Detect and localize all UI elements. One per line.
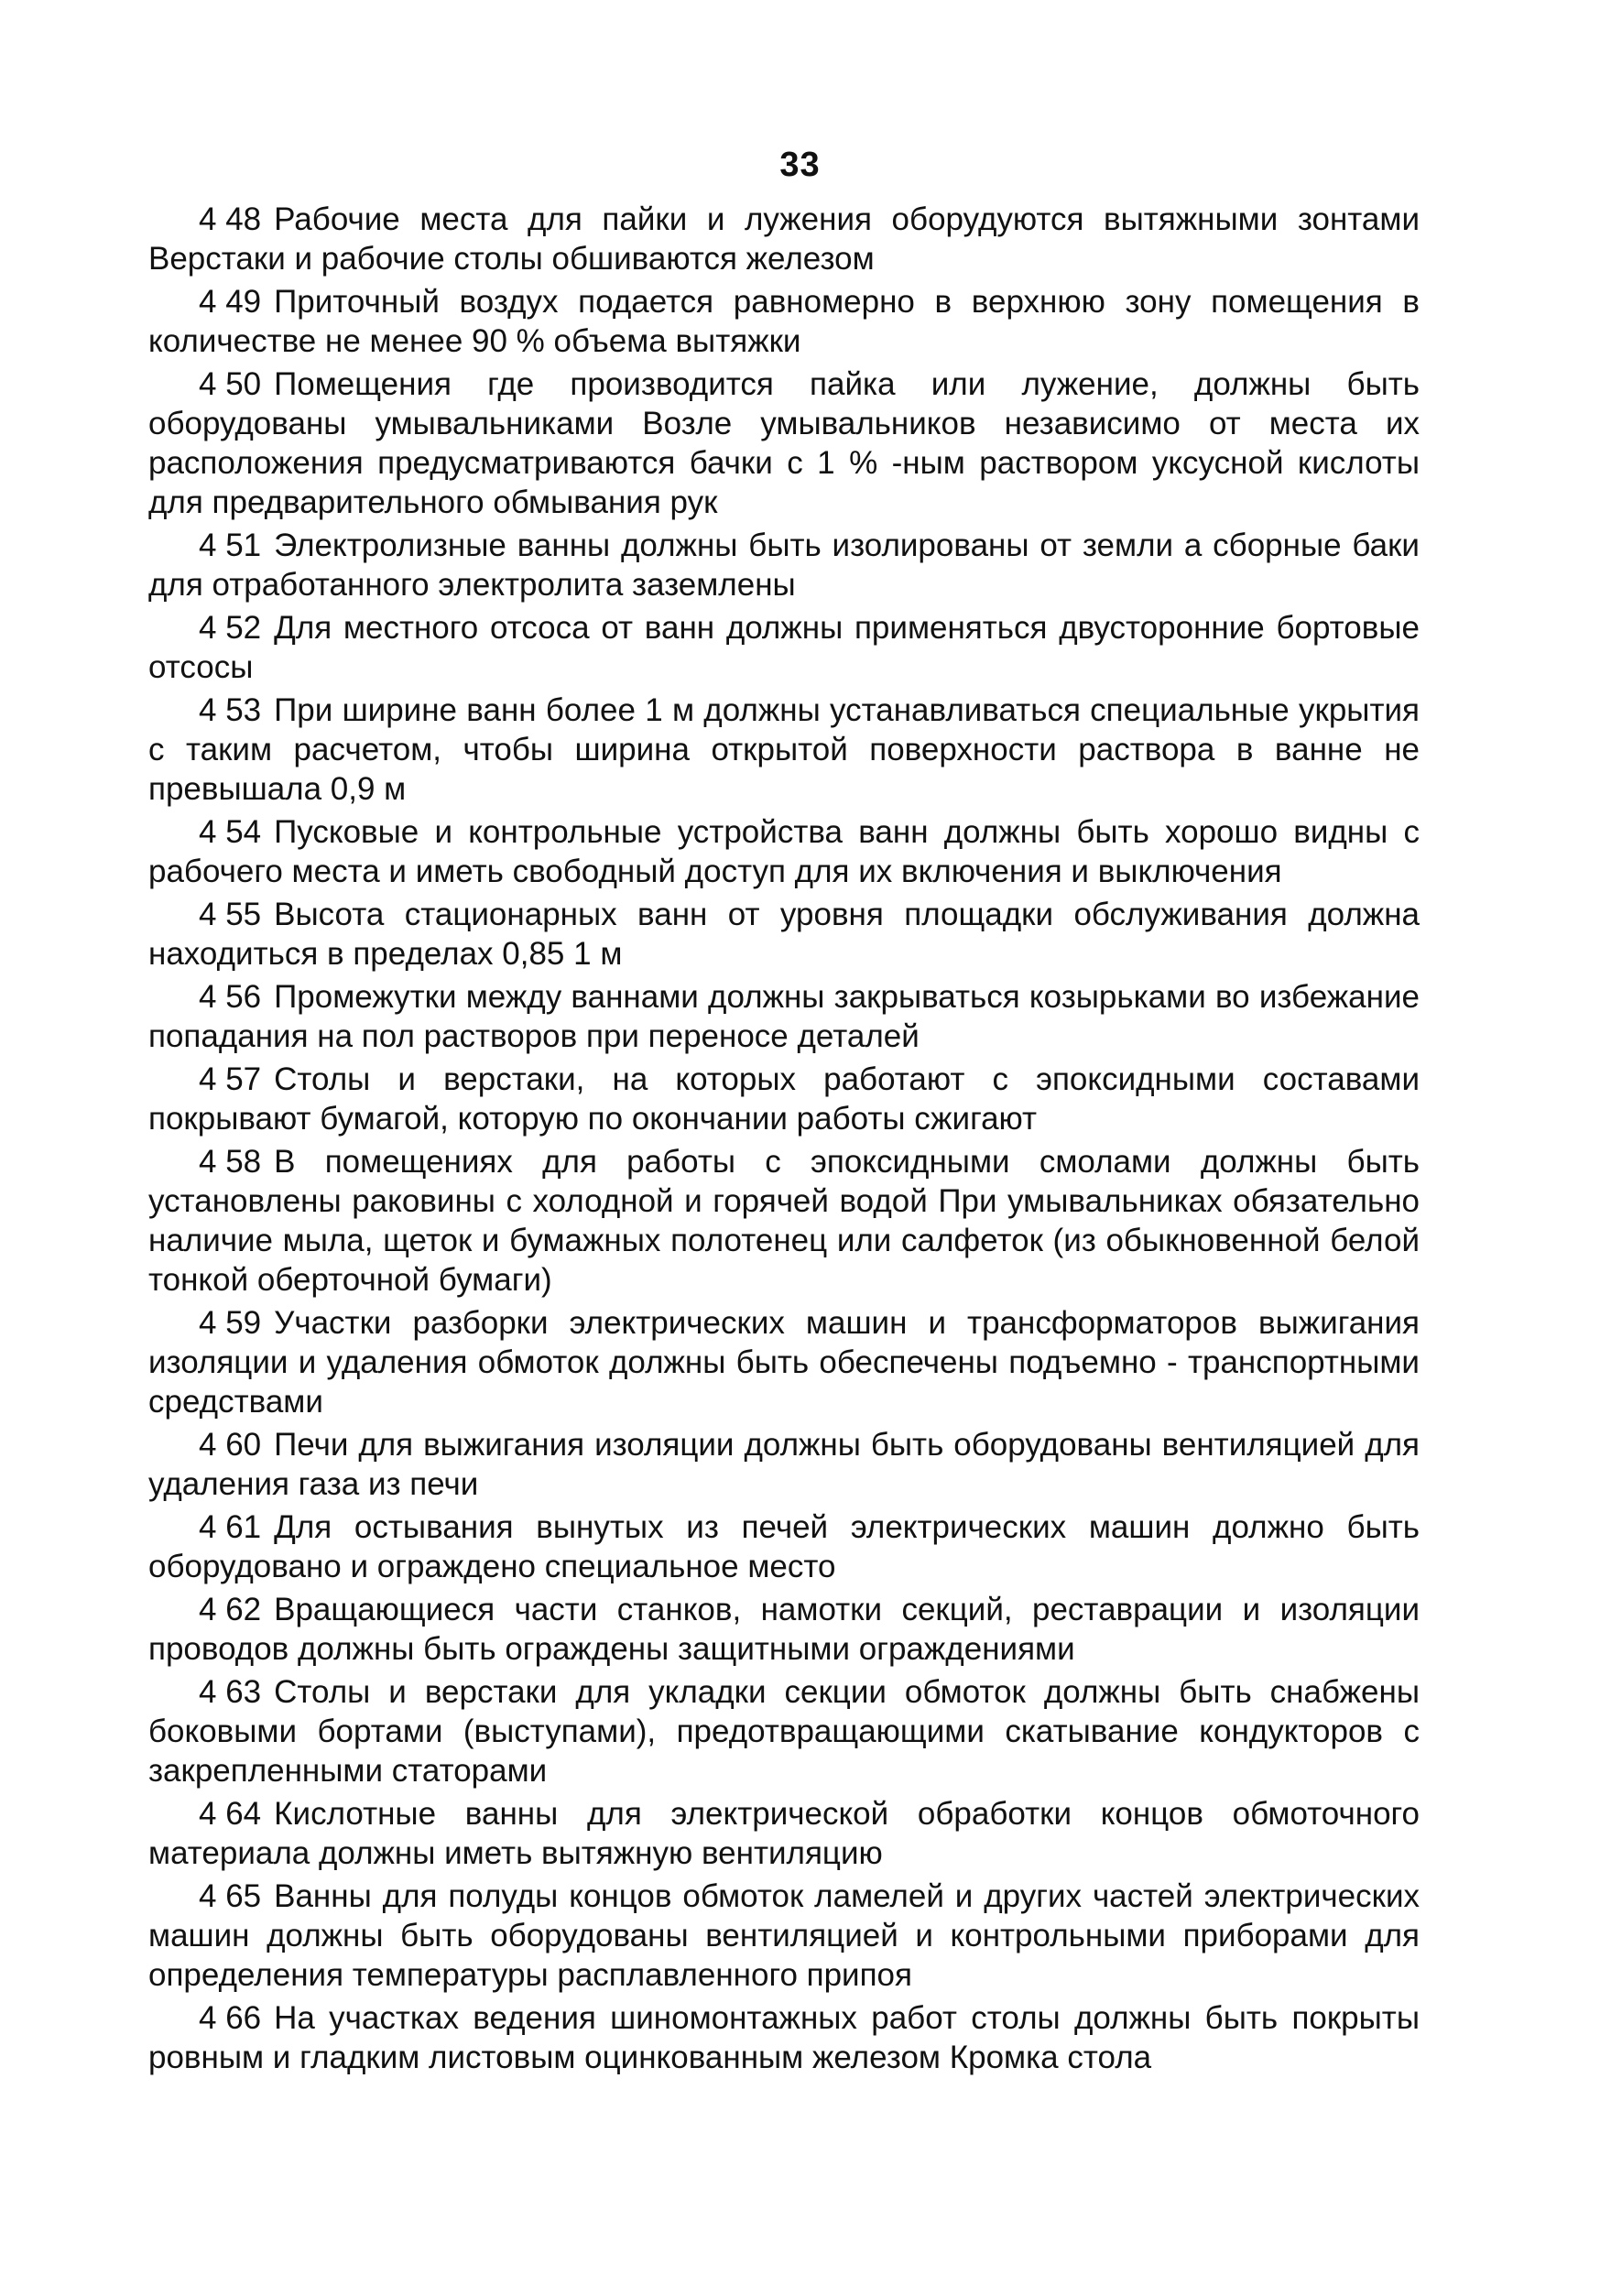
paragraph-4-55: [148, 895, 1420, 974]
paragraph-number: 4 48: [199, 201, 262, 237]
paragraph-number: 4 52: [199, 610, 262, 646]
paragraph-4-52: [148, 608, 1420, 687]
paragraph-4-57: [148, 1060, 1420, 1138]
paragraph-number: 4 58: [199, 1144, 262, 1180]
paragraph-4-63: [148, 1672, 1420, 1790]
paragraph-4-54: [148, 812, 1420, 891]
paragraph-text: Промежутки между ваннами должны закрываться козырьками во избежание попадания на пол растворов при переносе деталей: [148, 979, 1420, 1054]
paragraph-text: Ванны для полуды концов обмоток ламелей и других частей электрических машин должны быть оборудованы вентиляцией и контрольными приборами для определения температуры расплавленного припоя: [148, 1878, 1420, 1993]
paragraph-4-48: [148, 200, 1420, 278]
paragraph-number: 4 65: [199, 1878, 262, 1914]
paragraph-text: Электролизные ванны должны быть изолированы от земли а сборные баки для отработанного электролита заземлены: [148, 528, 1420, 603]
page-number: 33: [779, 146, 821, 184]
paragraph-4-61: [148, 1507, 1420, 1586]
paragraph-4-56: [148, 977, 1420, 1056]
paragraph-4-64: [148, 1794, 1420, 1873]
paragraph-number: 4 53: [199, 692, 262, 728]
paragraph-text: В помещениях для работы с эпоксидными смолами должны быть установлены раковины с холодной и горячей водой При умывальниках обязательно наличие мыла, щеток и бумажных полотенец или салфеток (из обыкновенной белой тонкой оберточной бумаги): [148, 1144, 1420, 1298]
paragraph-text: Столы и верстаки для укладки секции обмоток должны быть снабжены боковыми бортами (выступами), предотвращающими скатывание кондукторов с закрепленными статорами: [148, 1674, 1420, 1789]
paragraph-number: 4 51: [199, 528, 262, 563]
paragraph-text: При ширине ванн более 1 м должны устанавливаться специальные укрытия с таким расчетом, чтобы ширина открытой поверхности раствора в ванне не превышала 0,9 м: [148, 692, 1420, 807]
paragraph-text: На участках ведения шиномонтажных работ столы должны быть покрыты ровным и гладким листовым оцинкованным железом Кромка стола: [148, 2000, 1420, 2075]
paragraph-text: Для остывания вынутых из печей электрических машин должно быть оборудовано и ограждено специальное место: [148, 1509, 1420, 1584]
paragraph-text: Приточный воздух подается равномерно в верхнюю зону помещения в количестве не менее 90 % объема вытяжки: [148, 284, 1420, 359]
paragraph-number: 4 61: [199, 1509, 262, 1545]
paragraph-text: Столы и верстаки, на которых работают с эпоксидными составами покрывают бумагой, которую по окончании работы сжигают: [148, 1061, 1420, 1137]
paragraph-number: 4 49: [199, 284, 262, 320]
paragraph-text: Участки разборки электрических машин и трансформаторов выжигания изоляции и удаления обмоток должны быть обеспечены подъемно - транспортными средствами: [148, 1305, 1420, 1420]
paragraph-number: 4 59: [199, 1305, 262, 1341]
paragraph-4-53: [148, 691, 1420, 809]
paragraph-number: 4 57: [199, 1061, 262, 1097]
paragraph-text: Для местного отсоса от ванн должны применяться двусторонние бортовые отсосы: [148, 610, 1420, 685]
paragraph-text: Пусковые и контрольные устройства ванн должны быть хорошо видны с рабочего места и иметь свободный доступ для их включения и выключения: [148, 814, 1420, 889]
paragraph-number: 4 62: [199, 1592, 262, 1627]
paragraph-4-60: [148, 1425, 1420, 1504]
paragraph-text: Кислотные ванны для электрической обработки концов обмоточного материала должны иметь вытяжную вентиляцию: [148, 1796, 1420, 1871]
paragraph-4-59: [148, 1303, 1420, 1421]
paragraph-number: 4 54: [199, 814, 262, 850]
paragraph-text: Высота стационарных ванн от уровня площадки обслуживания должна находиться в пределах 0,85 1 м: [148, 897, 1420, 972]
paragraph-4-58: [148, 1142, 1420, 1300]
paragraph-4-49: [148, 282, 1420, 361]
body-text: [148, 200, 1420, 2081]
paragraph-4-66: [148, 1998, 1420, 2077]
paragraph-number: 4 64: [199, 1796, 262, 1832]
paragraph-number: 4 50: [199, 366, 262, 402]
paragraph-4-50: [148, 365, 1420, 522]
paragraph-4-62: [148, 1590, 1420, 1669]
paragraph-number: 4 55: [199, 897, 262, 932]
paragraph-text: Рабочие места для пайки и лужения оборудуются вытяжными зонтами Верстаки и рабочие столы обшиваются железом: [148, 201, 1420, 277]
paragraph-number: 4 66: [199, 2000, 262, 2036]
paragraph-number: 4 56: [199, 979, 262, 1015]
paragraph-text: Печи для выжигания изоляции должны быть оборудованы вентиляцией для удаления газа из печи: [148, 1427, 1420, 1502]
paragraph-number: 4 63: [199, 1674, 262, 1710]
paragraph-4-51: [148, 526, 1420, 604]
paragraph-text: Помещения где производится пайка или лужение, должны быть оборудованы умывальниками Возле умывальников независимо от места их расположения предусматриваются бачки с 1 % -ным раствором уксусной кислоты для предварительного обмывания рук: [148, 366, 1420, 520]
paragraph-text: Вращающиеся части станков, намотки секций, реставрации и изоляции проводов должны быть ограждены защитными ограждениями: [148, 1592, 1420, 1667]
paragraph-4-65: [148, 1877, 1420, 1995]
paragraph-number: 4 60: [199, 1427, 262, 1463]
